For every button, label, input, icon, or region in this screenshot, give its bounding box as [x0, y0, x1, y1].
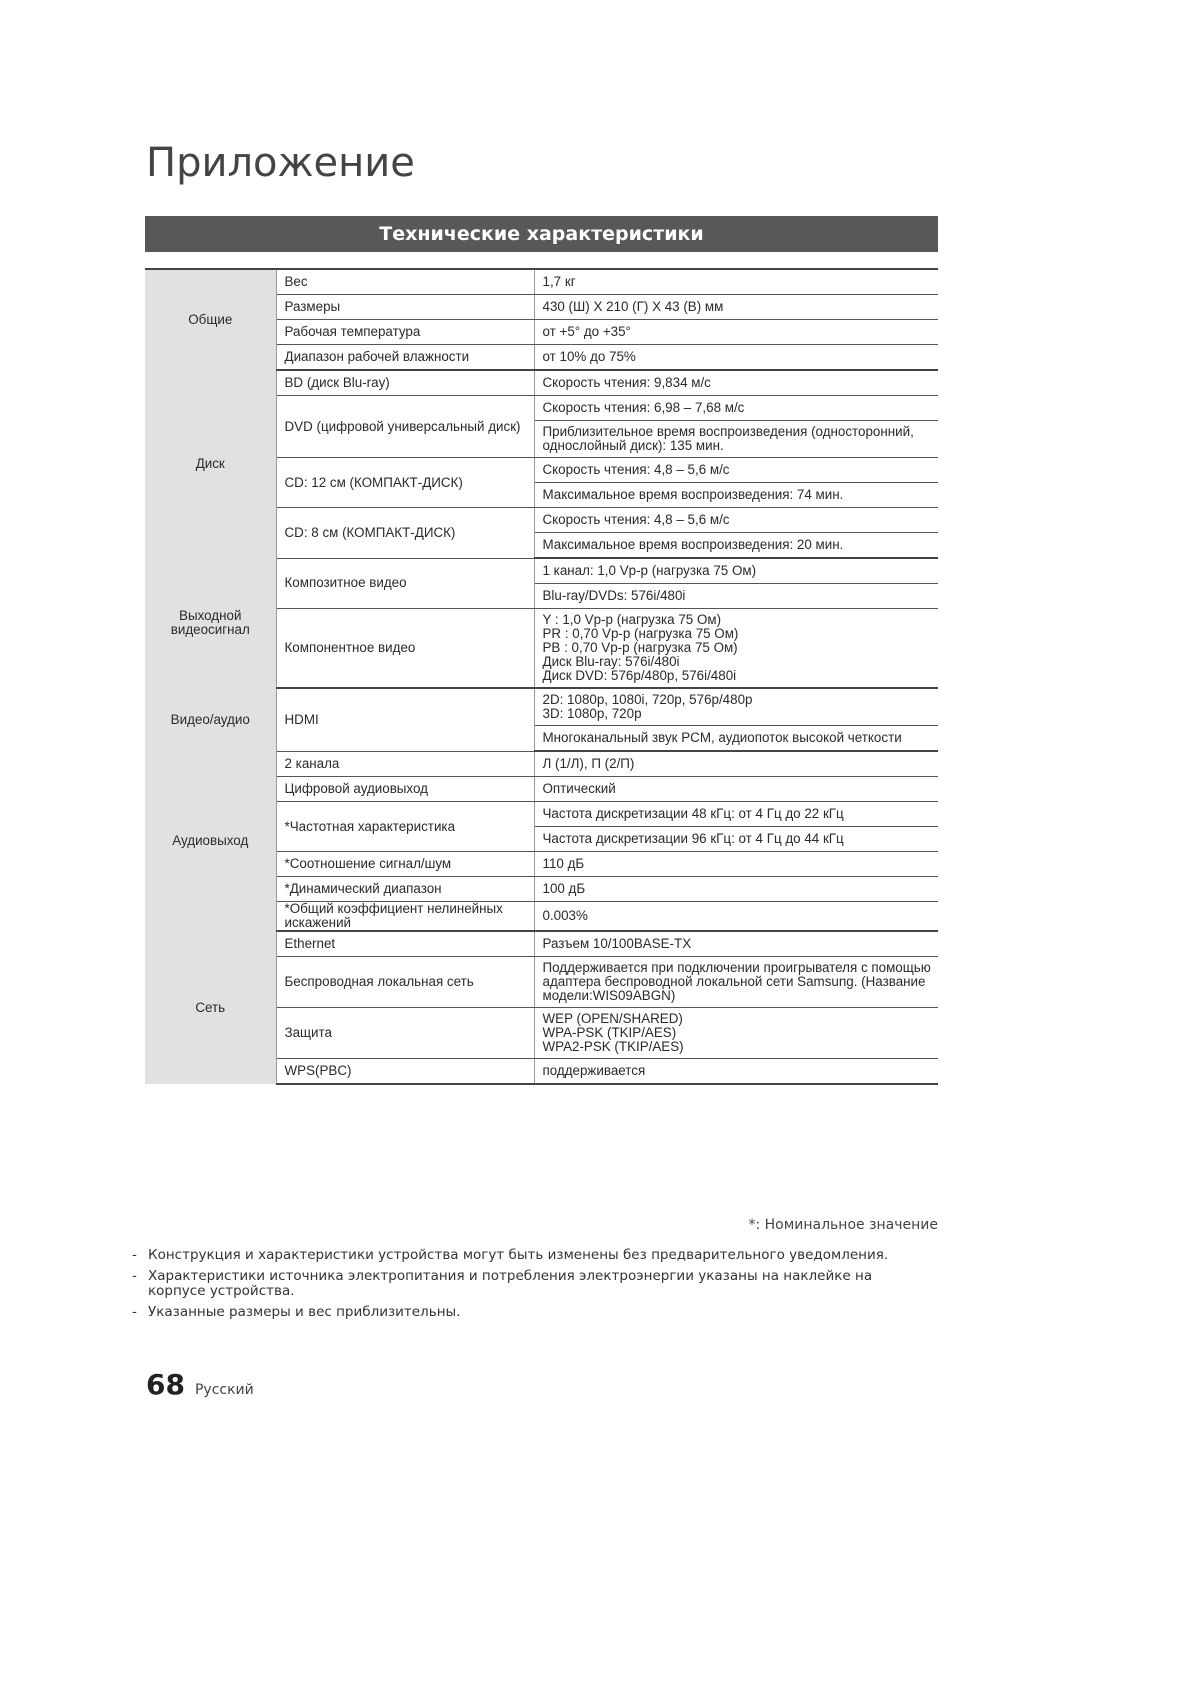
page-footer: [146, 1368, 254, 1401]
parameter-cell: *Общий коэффициент нелинейных искажений: [276, 902, 534, 932]
category-cell: Сеть: [145, 931, 276, 1084]
spec-row: [145, 269, 938, 295]
category-cell: Видео/аудио: [145, 688, 276, 751]
parameter-cell: Вес: [276, 269, 534, 295]
value-cell: Частота дискретизации 48 кГц: от 4 Гц до 22 кГц: [534, 802, 938, 827]
value-cell: WEP (OPEN/SHARED) WPA-PSK (TKIP/AES) WPA2-PSK (TKIP/AES): [534, 1008, 938, 1059]
value-cell: Многоканальный звук PCM, аудиопоток высокой четкости: [534, 726, 938, 752]
value-cell: 2D: 1080p, 1080i, 720p, 576p/480p 3D: 1080p, 720p: [534, 688, 938, 726]
parameter-cell: *Соотношение сигнал/шум: [276, 852, 534, 877]
page-language: Русский: [194, 1382, 254, 1398]
value-cell: Скорость чтения: 9,834 м/с: [534, 370, 938, 396]
spec-row: [145, 688, 938, 726]
value-cell: Разъем 10/100BASE-TX: [534, 931, 938, 957]
parameter-cell: Диапазон рабочей влажности: [276, 345, 534, 371]
note-text: Указанные размеры и вес приблизительны.: [148, 1304, 461, 1320]
value-cell: Blu-ray/DVDs: 576i/480i: [534, 584, 938, 609]
parameter-cell: Рабочая температура: [276, 320, 534, 345]
parameter-cell: Ethernet: [276, 931, 534, 957]
parameter-cell: Размеры: [276, 295, 534, 320]
value-cell: 0.003%: [534, 902, 938, 932]
footnote: *: Номинальное значение: [748, 1217, 938, 1233]
page-number: 68: [146, 1368, 185, 1401]
value-cell: Максимальное время воспроизведения: 74 мин.: [534, 483, 938, 508]
section-header: Технические характеристики: [145, 216, 938, 252]
value-cell: Частота дискретизации 96 кГц: от 4 Гц до 44 кГц: [534, 827, 938, 852]
parameter-cell: Композитное видео: [276, 558, 534, 609]
note-text: Конструкция и характеристики устройства могут быть изменены без предварительного уведомления.: [148, 1247, 889, 1263]
value-cell: 100 дБ: [534, 877, 938, 902]
value-cell: Максимальное время воспроизведения: 20 мин.: [534, 533, 938, 559]
page-title: Приложение: [146, 140, 415, 186]
note-item: [132, 1248, 932, 1263]
value-cell: 1 канал: 1,0 Vp-p (нагрузка 75 Ом): [534, 558, 938, 584]
note-bullet: -: [132, 1304, 137, 1320]
value-cell: от +5° до +35°: [534, 320, 938, 345]
spec-row: [145, 370, 938, 396]
parameter-cell: BD (диск Blu-ray): [276, 370, 534, 396]
value-cell: Скорость чтения: 6,98 – 7,68 м/с: [534, 396, 938, 421]
value-cell: Приблизительное время воспроизведения (односторонний, однослойный диск): 135 мин.: [534, 421, 938, 458]
category-cell: Аудиовыход: [145, 751, 276, 931]
parameter-cell: *Частотная характеристика: [276, 802, 534, 852]
spec-row: [145, 751, 938, 777]
parameter-cell: CD: 12 см (КОМПАКТ-ДИСК): [276, 458, 534, 508]
spec-table: [145, 268, 938, 1085]
notes-list: [132, 1248, 932, 1326]
parameter-cell: 2 канала: [276, 751, 534, 777]
value-cell: 1,7 кг: [534, 269, 938, 295]
value-cell: Л (1/Л), П (2/П): [534, 751, 938, 777]
parameter-cell: WPS(PBC): [276, 1059, 534, 1085]
parameter-cell: Цифровой аудиовыход: [276, 777, 534, 802]
value-cell: 110 дБ: [534, 852, 938, 877]
note-bullet: -: [132, 1247, 137, 1263]
parameter-cell: DVD (цифровой универсальный диск): [276, 396, 534, 458]
value-cell: от 10% до 75%: [534, 345, 938, 371]
value-cell: Оптический: [534, 777, 938, 802]
category-cell: Общие: [145, 269, 276, 370]
category-cell: Диск: [145, 370, 276, 558]
value-cell: Скорость чтения: 4,8 – 5,6 м/с: [534, 458, 938, 483]
parameter-cell: HDMI: [276, 688, 534, 751]
note-text: Характеристики источника электропитания и потребления электроэнергии указаны на наклейке на корпусе устройства.: [148, 1268, 873, 1299]
parameter-cell: CD: 8 см (КОМПАКТ-ДИСК): [276, 508, 534, 559]
value-cell: поддерживается: [534, 1059, 938, 1085]
value-cell: Скорость чтения: 4,8 – 5,6 м/с: [534, 508, 938, 533]
spec-row: [145, 931, 938, 957]
note-bullet: -: [132, 1268, 137, 1284]
note-item: [132, 1305, 932, 1320]
parameter-cell: Беспроводная локальная сеть: [276, 957, 534, 1008]
parameter-cell: Компонентное видео: [276, 609, 534, 689]
note-item: [132, 1269, 932, 1299]
parameter-cell: Защита: [276, 1008, 534, 1059]
value-cell: 430 (Ш) X 210 (Г) X 43 (В) мм: [534, 295, 938, 320]
category-cell: Выходной видеосигнал: [145, 558, 276, 688]
spec-row: [145, 558, 938, 584]
value-cell: Поддерживается при подключении проигрывателя с помощью адаптера беспроводной локальной сети Samsung. (Название модели:WIS09ABGN): [534, 957, 938, 1008]
value-cell: Y : 1,0 Vp-p (нагрузка 75 Ом) PR : 0,70 Vp-p (нагрузка 75 Ом) PB : 0,70 Vp-p (нагрузка 75 Ом) Диск Blu-ray: 576i/480i Диск DVD: 576p/480p, 576i/480i: [534, 609, 938, 689]
parameter-cell: *Динамический диапазон: [276, 877, 534, 902]
